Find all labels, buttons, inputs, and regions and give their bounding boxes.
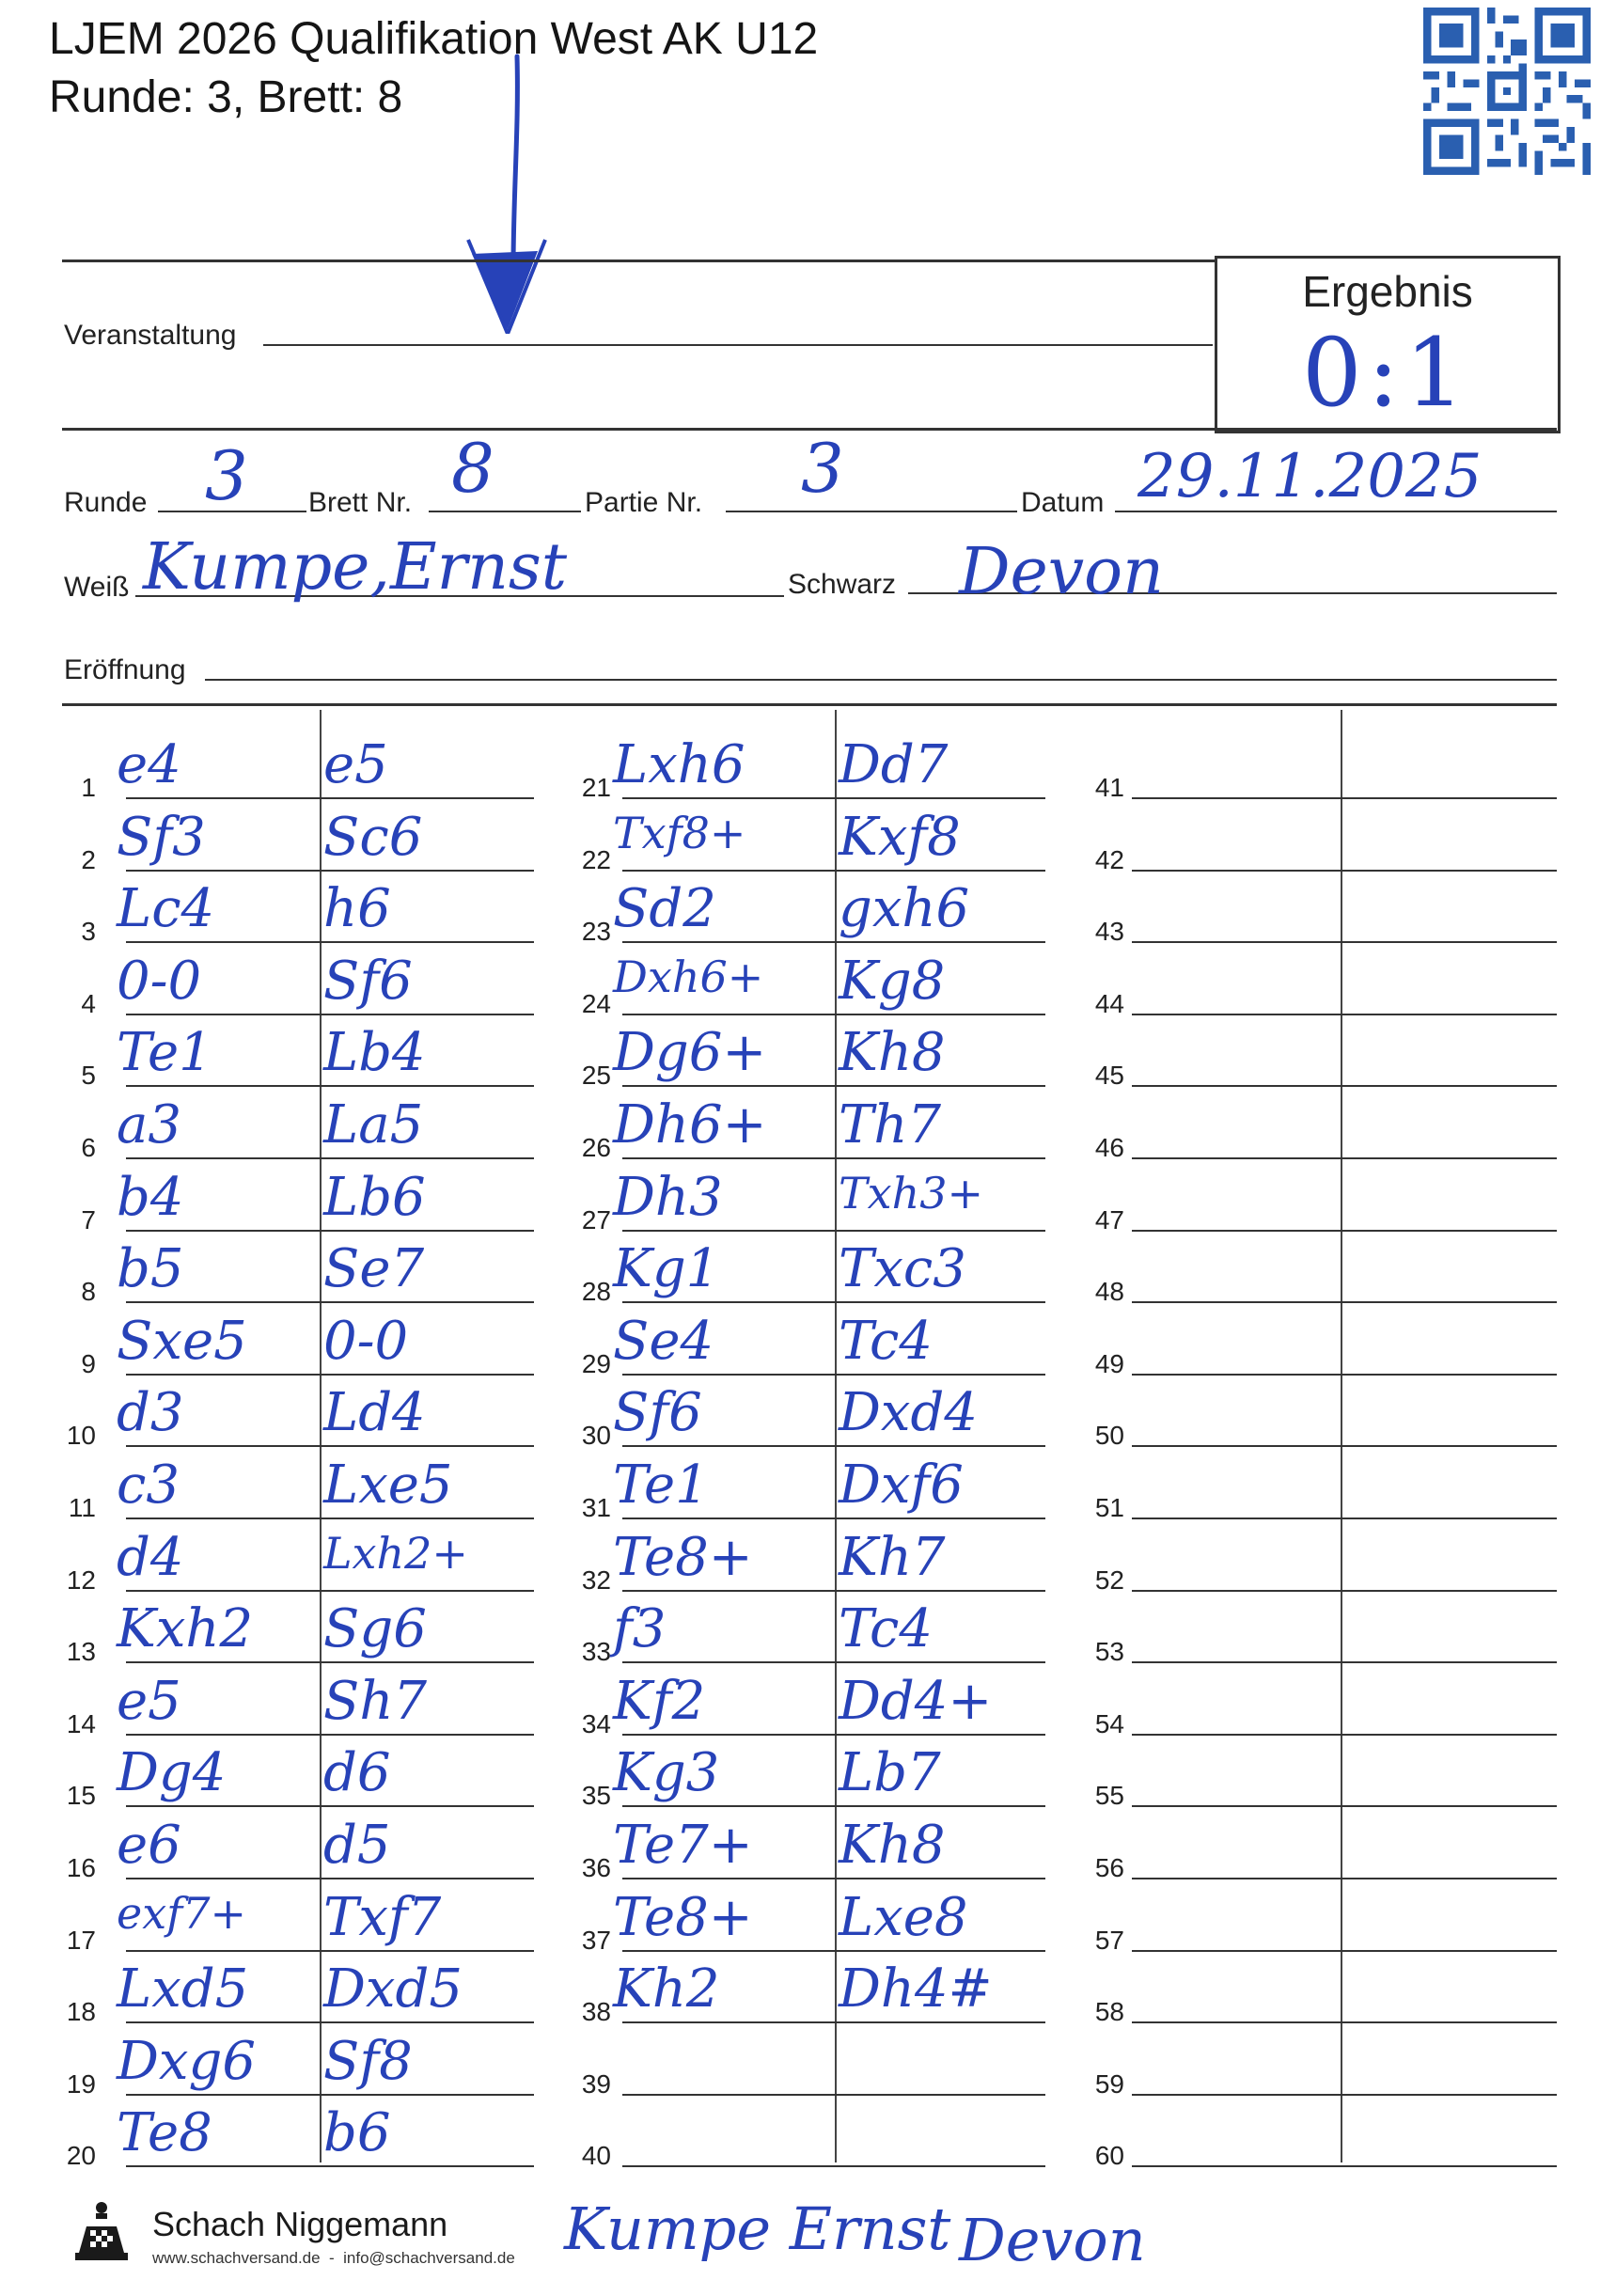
black-move: Tc4 [839,1310,933,1372]
black-move: Lxe5 [323,1455,453,1516]
move-number: 18 [66,1997,96,2027]
move-number: 57 [1094,1925,1124,1955]
move-column-divider-3 [1341,710,1342,2162]
black-move: d5 [323,1815,391,1876]
game-value: 3 [801,429,844,508]
white-move: e6 [117,1815,181,1876]
black-move: Tc4 [839,1598,933,1660]
white-move: Dh6+ [613,1094,767,1156]
white-move: c3 [117,1455,180,1516]
handwritten-arrow-icon [451,52,555,334]
black-move: Dh4# [839,1958,993,2021]
black-move: Sf8 [323,2030,413,2092]
move-row-line [622,2094,1045,2096]
move-row-line [1132,870,1557,872]
board-value: 8 [451,429,494,508]
move-row-line [622,1590,1045,1592]
move-number: 2 [81,844,96,874]
move-row-line [126,1301,534,1303]
move-row-line [1132,1445,1557,1447]
move-number: 45 [1094,1061,1124,1091]
move-row-line [126,1805,534,1807]
black-move: Lb6 [323,1166,426,1228]
black-move: Dxd4 [839,1382,978,1444]
black-move: Dd4+ [839,1670,993,1732]
move-number: 13 [66,1637,96,1667]
result-box [1215,256,1561,433]
black-move: Kh8 [839,1815,946,1876]
black-move: Se7 [323,1238,425,1300]
move-number: 58 [1094,1997,1124,2027]
white-move: Te8+ [613,1886,753,1948]
move-number: 35 [581,1781,611,1811]
black-move: 0-0 [323,1310,409,1372]
black-move: Txc3 [839,1238,966,1300]
board-label: Brett Nr. [308,487,413,518]
move-number: 22 [581,844,611,874]
move-row-line [126,1590,534,1592]
move-number: 44 [1094,988,1124,1018]
move-number: 40 [581,2141,611,2171]
white-move: Kf2 [613,1670,706,1732]
move-number: 60 [1094,2141,1124,2171]
move-number: 20 [66,2141,96,2171]
white-move: Dg6+ [613,1022,767,1084]
move-row-line [622,1085,1045,1087]
white-move: Lc4 [117,878,215,940]
page-title: LJEM 2026 Qualifikation West AK U12 [49,14,819,64]
black-move: Kg8 [839,950,946,1012]
round-label: Runde [64,487,148,518]
move-row-line [126,1374,534,1376]
white-move: exf7+ [117,1887,246,1939]
white-move: f3 [613,1598,667,1660]
white-move: b5 [117,1238,184,1300]
white-move: Kh2 [613,1958,720,2021]
move-row-line [622,1374,1045,1376]
white-move: Te1 [613,1455,709,1516]
black-move: Txh3+ [839,1167,984,1219]
move-number: 12 [66,1565,96,1595]
black-move: Txf7 [323,1886,442,1948]
qr-code-icon [1423,8,1591,175]
move-number: 56 [1094,1853,1124,1882]
white-move: e5 [117,1670,181,1732]
move-number: 16 [66,1853,96,1882]
white-move: Lxh6 [613,734,745,795]
move-row-line [126,1878,534,1879]
move-row-line [126,1157,534,1159]
move-row-line [126,1518,534,1519]
move-number: 17 [66,1925,96,1955]
white-move: Te8 [117,2102,212,2164]
black-move: Sf6 [323,950,413,1012]
move-row-line [1132,1085,1557,1087]
move-row-line [126,1950,534,1952]
move-number: 8 [81,1277,96,1307]
game-label: Partie Nr. [585,487,703,518]
black-move: La5 [323,1094,424,1156]
black-move: b6 [323,2102,391,2164]
move-number: 54 [1094,1708,1124,1738]
move-row-line [622,2165,1045,2167]
move-row-line [1132,1301,1557,1303]
move-number: 29 [581,1348,611,1378]
move-row-line [1132,1661,1557,1663]
white-move: Dh3 [613,1166,723,1228]
move-row-line [1132,1734,1557,1736]
white-move: 0-0 [117,950,202,1012]
move-number: 59 [1094,2068,1124,2099]
move-number: 38 [581,1997,611,2027]
white-move: Se4 [613,1310,714,1372]
move-row-line [1132,1590,1557,1592]
move-row-line [1132,2165,1557,2167]
black-move: Th7 [839,1094,942,1156]
move-number: 42 [1094,844,1124,874]
move-row-line [1132,2094,1557,2096]
move-row-line [622,1734,1045,1736]
move-number: 48 [1094,1277,1124,1307]
white-move: Sd2 [613,878,716,940]
move-row-line [622,1805,1045,1807]
move-row-line [622,870,1045,872]
round-value: 3 [205,436,248,515]
move-column-divider-1 [320,710,322,2162]
move-number: 5 [81,1061,96,1091]
white-move: Lxd5 [117,1958,249,2021]
move-number: 4 [81,988,96,1018]
move-row-line [622,1950,1045,1952]
move-row-line [622,1157,1045,1159]
move-number: 52 [1094,1565,1124,1595]
move-row-line [126,2094,534,2096]
white-move: Kxh2 [117,1598,254,1660]
black-move: gxh6 [839,878,970,940]
move-number: 49 [1094,1348,1124,1378]
move-row-line [1132,797,1557,799]
move-number: 30 [581,1421,611,1451]
move-row-line [126,797,534,799]
move-row-line [1132,1950,1557,1952]
black-move: Dxf6 [839,1455,964,1516]
move-number: 33 [581,1637,611,1667]
white-move: Kg1 [613,1238,720,1300]
move-row-line [1132,1805,1557,1807]
move-number: 25 [581,1061,611,1091]
move-row-line [622,1878,1045,1879]
move-row-line [1132,1157,1557,1159]
result-value: 0:1 [1302,318,1470,428]
move-number: 55 [1094,1781,1124,1811]
move-number: 36 [581,1853,611,1882]
move-number: 37 [581,1925,611,1955]
move-number: 34 [581,1708,611,1738]
event-label: Veranstaltung [64,320,237,351]
black-label: Schwarz [788,569,897,600]
move-number: 53 [1094,1637,1124,1667]
black-move: Kxf8 [839,806,961,868]
white-move: Sxe5 [117,1310,247,1372]
move-number: 51 [1094,1493,1124,1522]
white-move: b4 [117,1166,184,1228]
move-number: 43 [1094,917,1124,947]
black-player-value: Devon [959,535,1164,609]
move-row-line [622,1518,1045,1519]
move-row-line [126,1230,534,1232]
black-move: Sc6 [323,806,423,868]
white-move: Dg4 [117,1742,227,1804]
move-row-line [126,2165,534,2167]
black-move: Lb7 [839,1742,941,1804]
white-move: d4 [117,1526,184,1588]
black-move: Sh7 [323,1670,428,1732]
move-row-line [622,1301,1045,1303]
move-number: 26 [581,1133,611,1162]
move-row-line [126,941,534,943]
move-row-line [126,1734,534,1736]
move-number: 41 [1094,773,1124,802]
move-row-line [622,1014,1045,1015]
move-row-line [622,941,1045,943]
black-move: Dxd5 [323,1958,463,2021]
date-label: Datum [1021,487,1105,518]
move-row-line [1132,1878,1557,1879]
move-number: 19 [66,2068,96,2099]
move-row-line [1132,1518,1557,1519]
move-row-line [622,797,1045,799]
black-move: Kh8 [839,1022,946,1084]
move-number: 14 [66,1708,96,1738]
brand-contact: www.schachversand.de - info@schachversand.de [152,2249,515,2267]
white-move: Dxg6 [117,2030,256,2092]
move-row-line [1132,2021,1557,2023]
move-number: 10 [66,1421,96,1451]
white-label: Weiß [64,572,130,603]
black-move: Dd7 [839,734,949,795]
black-move: Lxh2+ [323,1527,468,1579]
white-move: Te7+ [613,1815,753,1876]
move-number: 46 [1094,1133,1124,1162]
move-number: 3 [81,917,96,947]
white-move: Te8+ [613,1526,753,1588]
white-player-value: Kumpe,Ernst [143,530,568,605]
move-number: 21 [581,773,611,802]
black-move: Sg6 [323,1598,427,1660]
black-move: Ld4 [323,1382,426,1444]
move-number: 9 [81,1348,96,1378]
round-board-subtitle: Runde: 3, Brett: 8 [49,72,403,122]
black-move: Lb4 [323,1022,426,1084]
white-move: a3 [117,1094,182,1156]
white-move: Dxh6+ [613,951,764,1002]
move-number: 24 [581,988,611,1018]
white-move: Kg3 [613,1742,720,1804]
move-number: 1 [81,773,96,802]
black-move: h6 [323,878,391,940]
white-move: Te1 [117,1022,212,1084]
move-row-line [1132,941,1557,943]
move-number: 15 [66,1781,96,1811]
move-column-divider-2 [835,710,837,2162]
move-row-line [1132,1230,1557,1232]
move-row-line [1132,1014,1557,1015]
move-number: 32 [581,1565,611,1595]
move-number: 39 [581,2068,611,2099]
move-row-line [622,1445,1045,1447]
move-row-line [622,2021,1045,2023]
move-row-line [1132,1374,1557,1376]
move-row-line [126,1445,534,1447]
move-number: 6 [81,1133,96,1162]
black-move: d6 [323,1742,391,1804]
signature-black: Devon [959,2206,1146,2274]
signature-white: Kumpe Ernst [564,2194,951,2263]
move-row-line [622,1230,1045,1232]
black-move: Kh7 [839,1526,946,1588]
move-row-line [126,1661,534,1663]
move-number: 47 [1094,1204,1124,1234]
move-row-line [126,1014,534,1015]
move-number: 27 [581,1204,611,1234]
black-move: e5 [323,734,388,795]
move-number: 11 [68,1493,96,1522]
move-number: 7 [81,1204,96,1234]
chess-pieces-logo-icon [68,2198,135,2264]
move-row-line [126,1085,534,1087]
move-number: 50 [1094,1421,1124,1451]
date-value: 29.11.2025 [1137,442,1483,511]
move-row-line [126,870,534,872]
white-move: e4 [117,734,181,795]
white-move: Txf8+ [613,807,746,858]
move-row-line [126,2021,534,2023]
move-number: 31 [581,1493,611,1522]
white-move: Sf3 [117,806,206,868]
white-move: d3 [117,1382,184,1444]
black-move: Lxe8 [839,1886,968,1948]
brand-name: Schach Niggemann [152,2205,448,2243]
move-number: 28 [581,1277,611,1307]
white-move: Sf6 [613,1382,702,1444]
result-label: Ergebnis [1302,267,1473,316]
move-number: 23 [581,917,611,947]
opening-label: Eröffnung [64,654,186,685]
move-row-line [622,1661,1045,1663]
